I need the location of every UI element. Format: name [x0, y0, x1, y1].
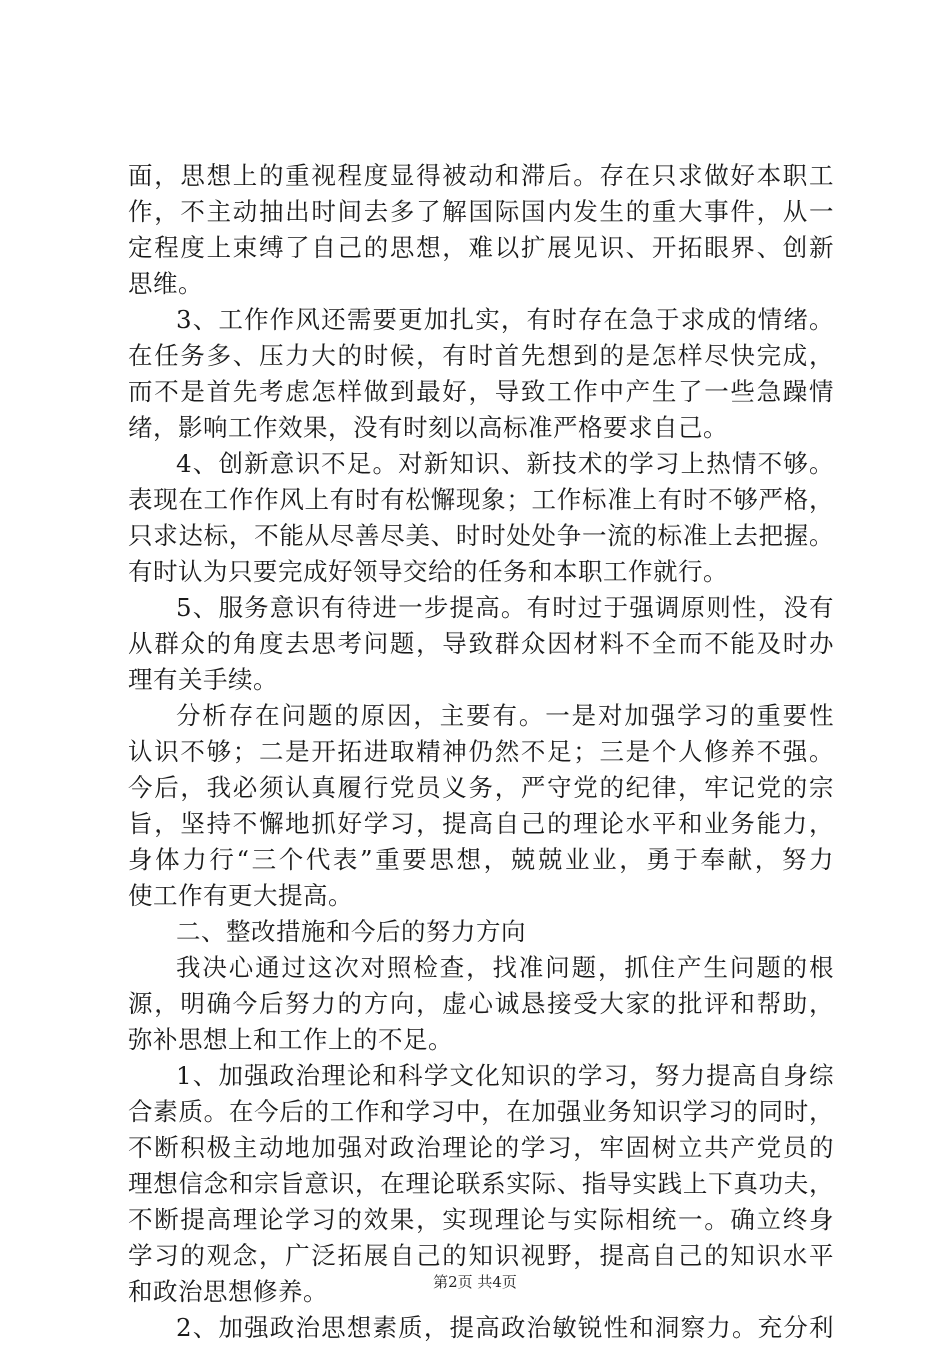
text-line: 4、创新意识不足。对新知识、新技术的学习上热情不够。	[176, 449, 834, 478]
text-line: 3、工作作风还需要更加扎实，有时存在急于求成的情绪。	[176, 305, 834, 334]
text-line: 认识不够；二是开拓进取精神仍然不足；三是个人修养不强。	[128, 737, 834, 766]
text-line: 作，不主动抽出时间去多了解国际国内发生的重大事件，从一	[128, 197, 834, 226]
text-line: 绪，影响工作效果，没有时刻以高标准严格要求自己。	[128, 413, 728, 442]
text-line: 表现在工作作风上有时有松懈现象；工作标准上有时不够严格，	[128, 485, 834, 514]
text-line: 定程度上束缚了自己的思想，难以扩展见识、开拓眼界、创新	[128, 233, 834, 262]
text-line: 面，思想上的重视程度显得被动和滞后。存在只求做好本职工	[128, 161, 834, 190]
text-line: 在任务多、压力大的时候，有时首先想到的是怎样尽快完成，	[128, 341, 834, 370]
text-line: 不断积极主动地加强对政治理论的学习，牢固树立共产党员的	[128, 1133, 834, 1162]
text-line: 二、整改措施和今后的努力方向	[176, 917, 526, 946]
text-line: 只求达标，不能从尽善尽美、时时处处争一流的标准上去把握。	[128, 521, 834, 550]
text-line: 合素质。在今后的工作和学习中，在加强业务知识学习的同时，	[128, 1097, 834, 1126]
text-line: 思维。	[128, 269, 203, 298]
text-line: 理有关手续。	[128, 665, 278, 694]
text-line: 今后，我必须认真履行党员义务，严守党的纪律，牢记党的宗	[128, 773, 834, 802]
text-line: 和政治思想修养。	[128, 1277, 328, 1306]
text-line: 而不是首先考虑怎样做到最好，导致工作中产生了一些急躁情	[128, 377, 834, 406]
text-line: 分析存在问题的原因，主要有。一是对加强学习的重要性	[176, 701, 834, 730]
text-line: 学习的观念，广泛拓展自己的知识视野，提高自己的知识水平	[128, 1241, 834, 1270]
text-line: 我决心通过这次对照检查，找准问题，抓住产生问题的根	[176, 953, 834, 982]
text-line: 理想信念和宗旨意识，在理论联系实际、指导实践上下真功夫，	[128, 1169, 834, 1198]
document-body	[128, 158, 834, 1346]
text-line: 源，明确今后努力的方向，虚心诚恳接受大家的批评和帮助，	[128, 989, 834, 1018]
text-line: 不断提高理论学习的效果，实现理论与实际相统一。确立终身	[128, 1205, 834, 1234]
text-line: 使工作有更大提高。	[128, 881, 353, 910]
page-footer	[0, 1272, 950, 1292]
text-line: 2、加强政治思想素质，提高政治敏锐性和洞察力。充分利	[176, 1313, 834, 1342]
text-line: 旨，坚持不懈地抓好学习，提高自己的理论水平和业务能力，	[128, 809, 834, 838]
text-line: 身体力行“三个代表”重要思想，兢兢业业，勇于奉献，努力	[128, 845, 834, 874]
page-number: 第2页 共4页	[433, 1273, 517, 1291]
text-line: 有时认为只要完成好领导交给的任务和本职工作就行。	[128, 557, 728, 586]
text-line: 从群众的角度去思考问题，导致群众因材料不全而不能及时办	[128, 629, 834, 658]
text-line: 5、服务意识有待进一步提高。有时过于强调原则性，没有	[176, 593, 834, 622]
text-line: 1、加强政治理论和科学文化知识的学习，努力提高自身综	[176, 1061, 834, 1090]
text-line: 弥补思想上和工作上的不足。	[128, 1025, 453, 1054]
